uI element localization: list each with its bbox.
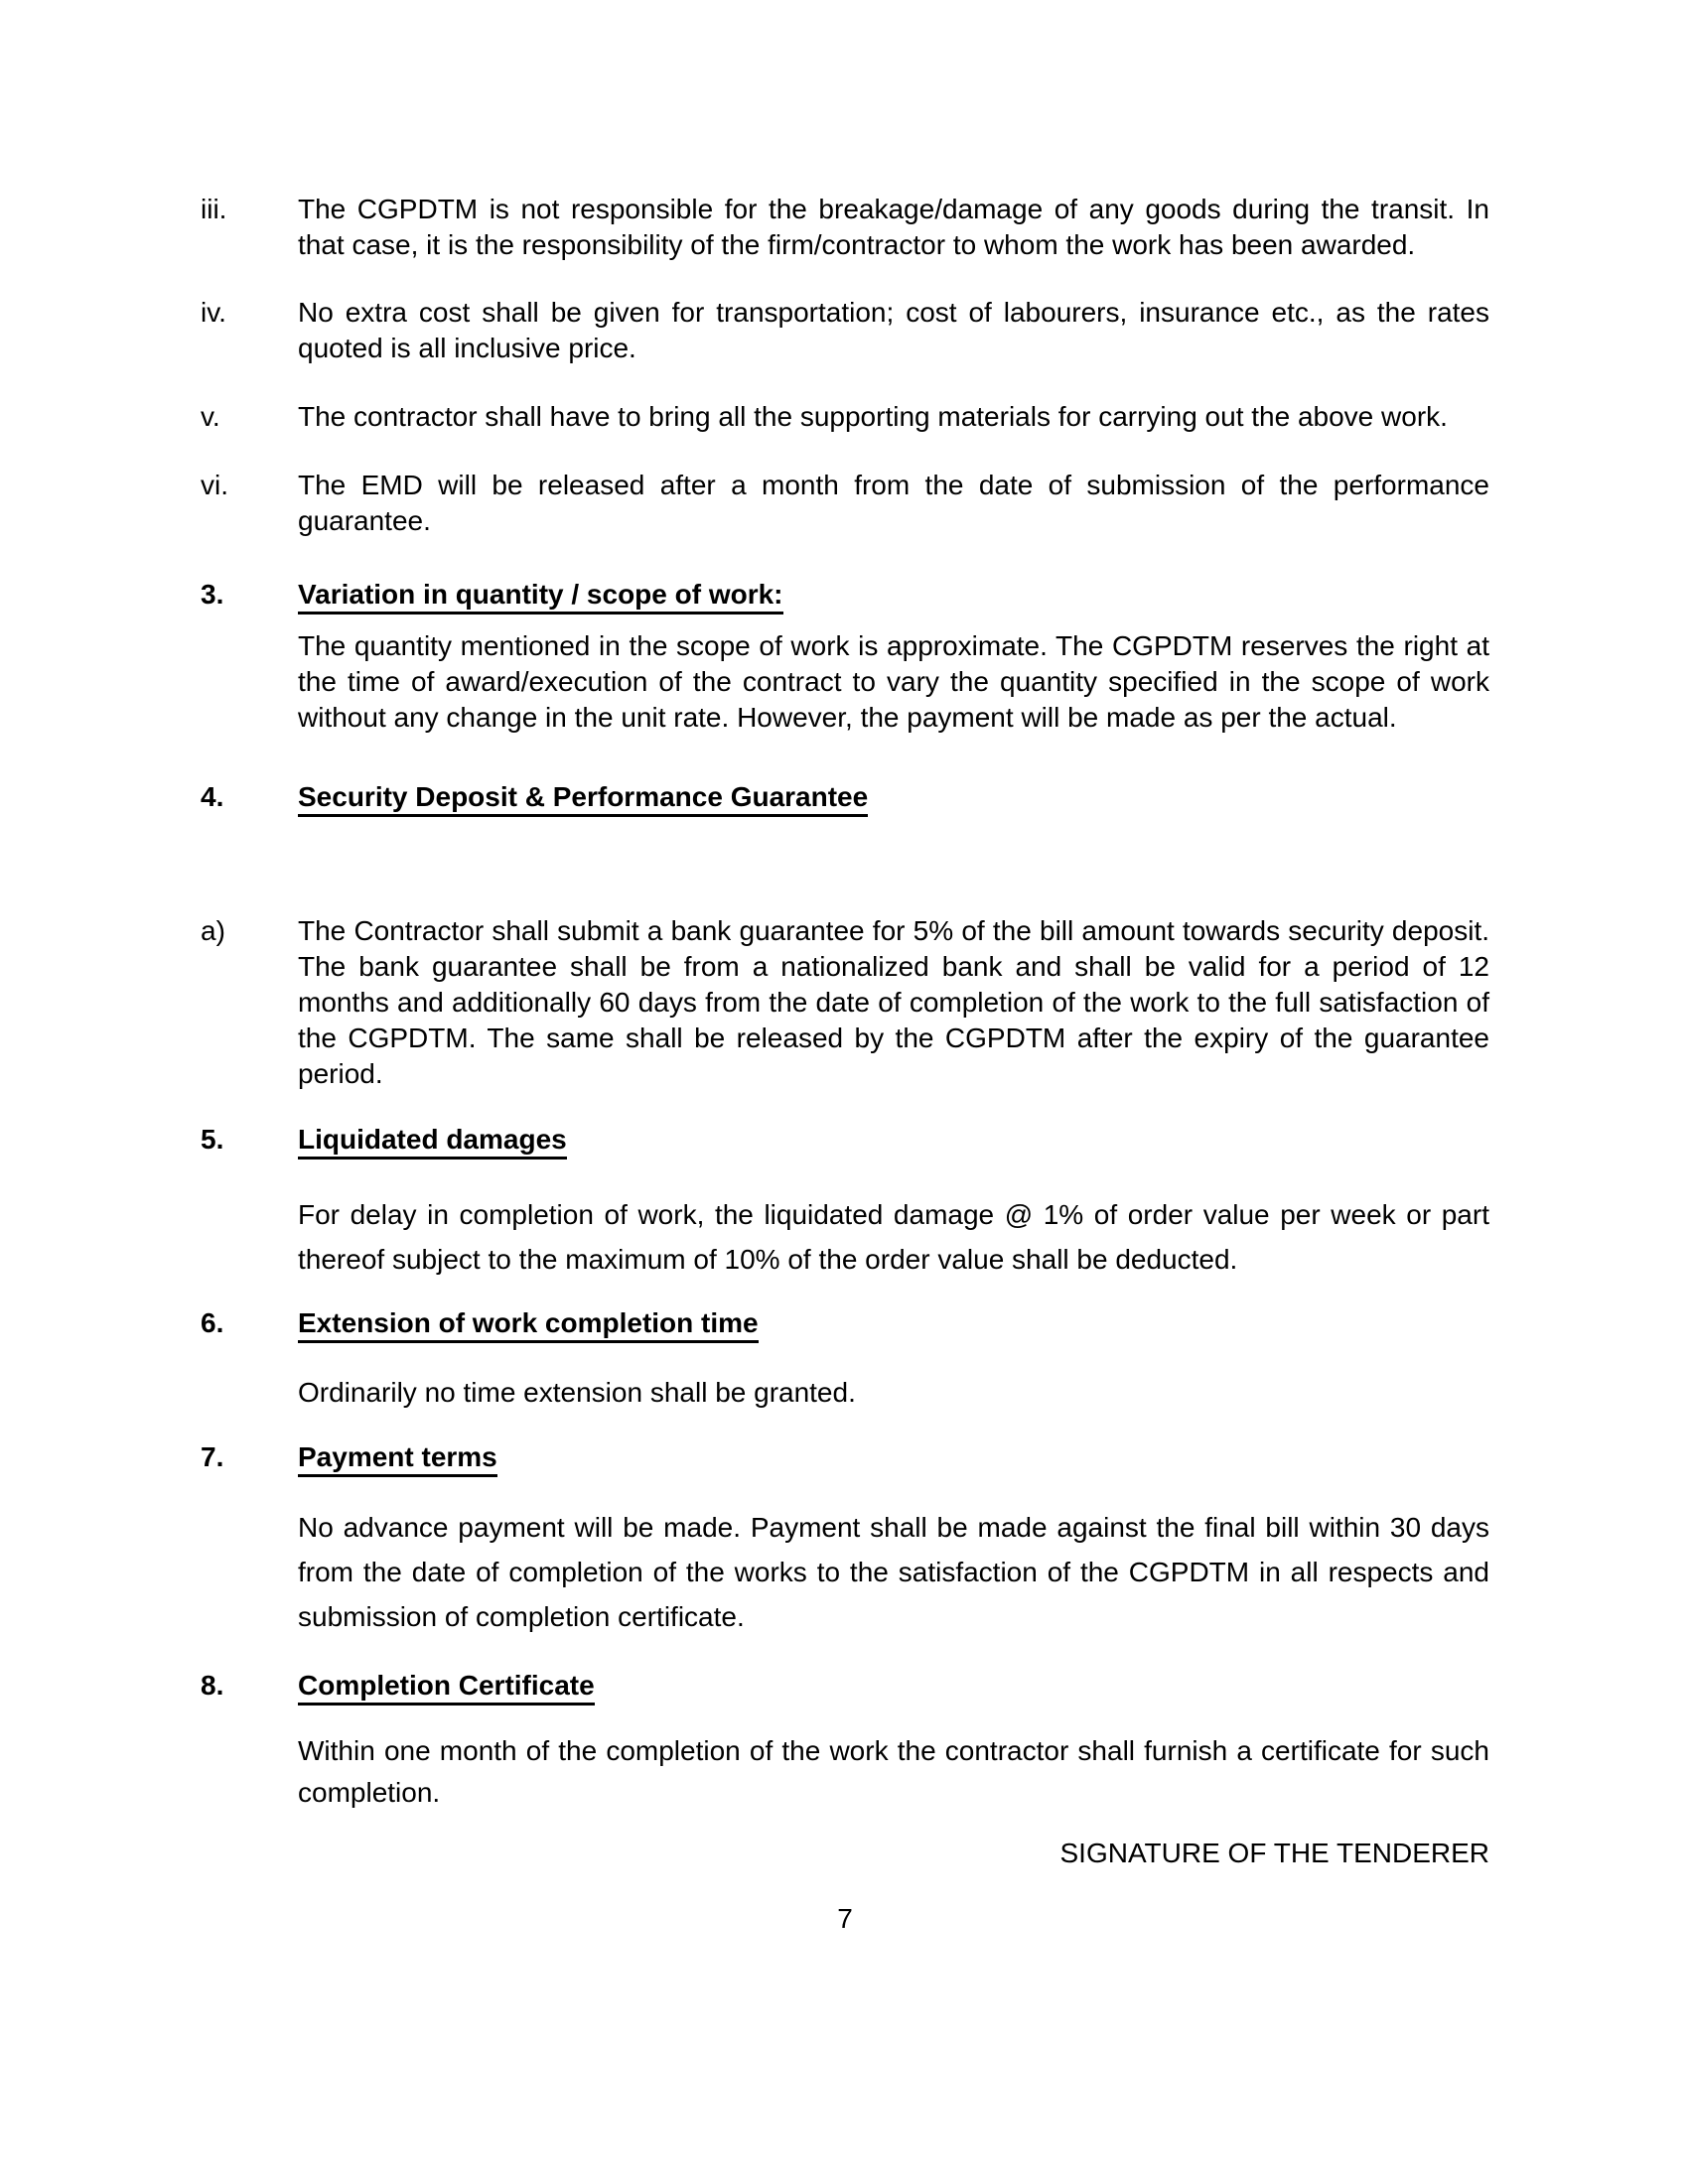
section-title bbox=[298, 1439, 1489, 1475]
section-heading-5 bbox=[201, 1122, 1489, 1158]
item-marker: vi. bbox=[201, 470, 228, 500]
section-heading-6 bbox=[201, 1305, 1489, 1341]
section-title bbox=[298, 1305, 1489, 1341]
item-marker: iv. bbox=[201, 297, 226, 328]
list-item-v bbox=[201, 399, 1489, 435]
item-text: No extra cost shall be given for transportation; cost of labourers, insurance etc., as the rates quoted is all inclusive price. bbox=[298, 297, 1489, 363]
section-paragraph bbox=[201, 1192, 1489, 1282]
section-number: 3. bbox=[201, 579, 224, 610]
item-text: Within one month of the completion of the work the contractor shall furnish a certificate for such completion. bbox=[298, 1735, 1489, 1808]
section-title bbox=[298, 1668, 1489, 1704]
section-title-text: Completion Certificate bbox=[298, 1670, 595, 1706]
item-text: The CGPDTM is not responsible for the breakage/damage of any goods during the transit. In that case, it is the responsibility of the firm/contractor to whom the work has been awarded. bbox=[298, 194, 1489, 260]
page-number: 7 bbox=[837, 1903, 853, 1934]
list-item-iii bbox=[201, 192, 1489, 263]
section-heading-3 bbox=[201, 577, 1489, 613]
item-text: For delay in completion of work, the liquidated damage @ 1% of order value per week or part thereof subject to the maximum of 10% of the order value shall be deducted. bbox=[298, 1199, 1489, 1275]
section-number: 5. bbox=[201, 1124, 224, 1155]
item-text: No advance payment will be made. Payment shall be made against the final bill within 30 days from the date of completion of the works to the satisfaction of the CGPDTM in all respects and submission of completion certificate. bbox=[298, 1512, 1489, 1632]
list-item-a bbox=[201, 913, 1489, 1092]
item-text: The contractor shall have to bring all the supporting materials for carrying out the above work. bbox=[298, 401, 1448, 432]
section-title-text: Security Deposit & Performance Guarantee bbox=[298, 781, 868, 817]
section-number: 7. bbox=[201, 1441, 224, 1472]
list-item-iv bbox=[201, 295, 1489, 366]
section-heading-4 bbox=[201, 779, 1489, 815]
section-title bbox=[298, 1122, 1489, 1158]
section-title-text: Extension of work completion time bbox=[298, 1307, 759, 1343]
section-title-text: Liquidated damages bbox=[298, 1124, 567, 1160]
section-paragraph bbox=[201, 628, 1489, 736]
item-marker: v. bbox=[201, 401, 220, 432]
section-number: 4. bbox=[201, 781, 224, 812]
item-text: The Contractor shall submit a bank guarantee for 5% of the bill amount towards security deposit. The bank guarantee shall be from a nationalized bank and shall be valid for a period of 12 months and additionally 60 days from the date of completion of the work to the full satisfaction of the CGPDTM. The same shall be released by the CGPDTM after the expiry of the guarantee period. bbox=[298, 915, 1489, 1089]
section-heading-8 bbox=[201, 1668, 1489, 1704]
signature-line: SIGNATURE OF THE TENDERER bbox=[1059, 1838, 1489, 1868]
item-text: The EMD will be released after a month from the date of submission of the performance guarantee. bbox=[298, 470, 1489, 536]
section-title bbox=[298, 779, 1489, 815]
item-marker: a) bbox=[201, 915, 225, 946]
section-paragraph bbox=[201, 1505, 1489, 1639]
section-number: 8. bbox=[201, 1670, 224, 1701]
item-marker: iii. bbox=[201, 194, 227, 224]
list-item-vi bbox=[201, 468, 1489, 539]
item-text: The quantity mentioned in the scope of work is approximate. The CGPDTM reserves the right at the time of award/execution of the contract to vary the quantity specified in the scope of work without any change in the unit rate. However, the payment will be made as per the actual. bbox=[298, 630, 1489, 733]
section-title-text: Variation in quantity / scope of work: bbox=[298, 579, 783, 614]
item-text: Ordinarily no time extension shall be granted. bbox=[298, 1377, 856, 1408]
section-title-text: Payment terms bbox=[298, 1441, 497, 1477]
section-paragraph bbox=[201, 1730, 1489, 1814]
section-number: 6. bbox=[201, 1307, 224, 1338]
section-title bbox=[298, 577, 1489, 613]
section-heading-7 bbox=[201, 1439, 1489, 1475]
section-paragraph bbox=[201, 1375, 1489, 1411]
